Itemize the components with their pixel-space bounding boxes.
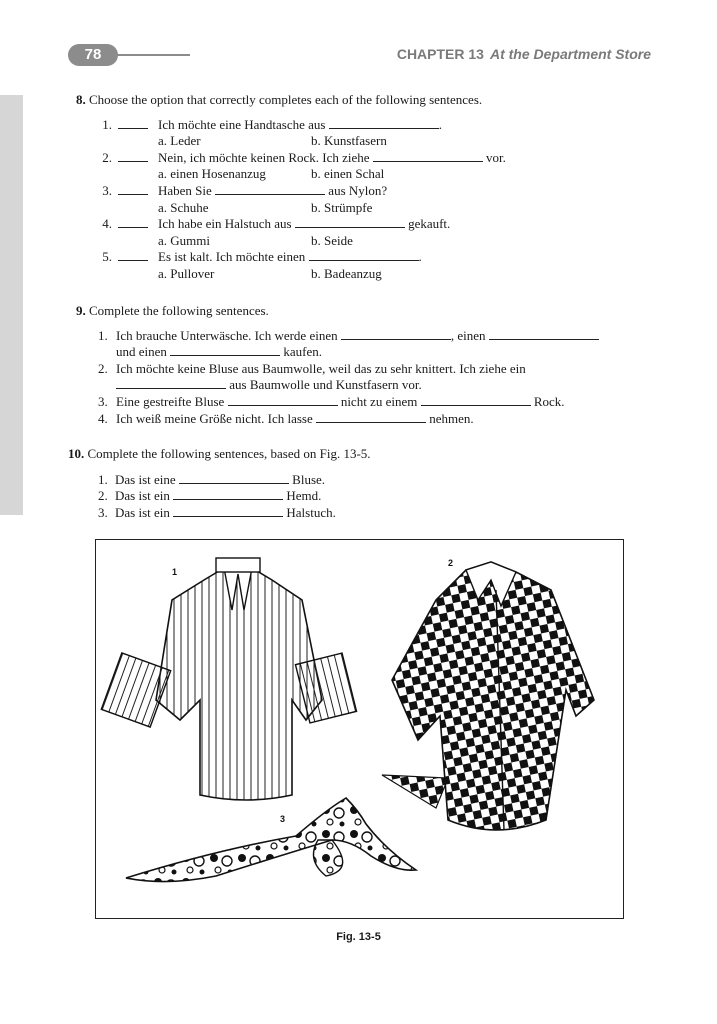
item-text: Ich brauche Unterwäsche. Ich werde einen	[116, 327, 338, 343]
item-number: 3.	[98, 504, 108, 520]
item-number: 4.	[98, 410, 108, 426]
running-head	[397, 46, 651, 62]
item-text-end: .	[418, 249, 422, 265]
fill-blank[interactable]	[373, 150, 483, 162]
item-text: Eine gestreifte Bluse	[116, 393, 225, 409]
item-number: 5.	[102, 249, 112, 265]
item-text: nehmen.	[429, 410, 474, 426]
item-text: Ich weiß meine Größe nicht. Ich lasse	[116, 410, 313, 426]
list-item	[94, 249, 654, 266]
list-item-continued	[76, 344, 636, 361]
item-text: Nein, ich möchte keinen Rock. Ich ziehe	[158, 149, 370, 165]
exercise-8-items	[94, 117, 654, 283]
item-text: Ich habe ein Halstuch aus	[158, 216, 292, 232]
answer-blank[interactable]	[118, 161, 148, 162]
option-b: b. einen Schal	[311, 166, 385, 182]
list-item	[94, 150, 654, 167]
page-header	[0, 0, 717, 70]
page-number-badge: 78	[68, 44, 118, 66]
chapter-title: At the Department Store	[489, 46, 651, 62]
item-number: 3.	[102, 182, 112, 198]
exercise-10-items	[68, 472, 628, 522]
list-item	[76, 411, 636, 428]
list-item	[94, 216, 654, 233]
figure-13-5	[95, 539, 624, 919]
item-text: Es ist kalt. Ich möchte einen	[158, 249, 306, 265]
exercise-number: 9.	[76, 303, 86, 318]
exercise-number: 10.	[68, 446, 85, 461]
figure-label-3: 3	[280, 814, 286, 824]
item-text: kaufen.	[283, 344, 323, 360]
dotted-scarf-illustration	[126, 798, 416, 882]
item-text-end: gekauft.	[408, 216, 451, 232]
list-item	[68, 472, 628, 489]
option-row	[94, 166, 654, 183]
option-b: b. Kunstfasern	[311, 133, 387, 149]
figure-label-1: 1	[172, 567, 178, 577]
option-a: a. Gummi	[158, 232, 210, 248]
answer-blank[interactable]	[118, 128, 148, 129]
option-row	[94, 266, 654, 283]
list-item-continued	[76, 377, 636, 394]
fill-blank[interactable]	[309, 249, 419, 261]
exercise-10-instruction	[68, 446, 628, 463]
exercise-number: 8.	[76, 92, 86, 107]
item-text: , einen	[450, 327, 486, 343]
fill-blank[interactable]	[215, 183, 325, 195]
option-a: a. Leder	[158, 133, 201, 149]
fill-blank[interactable]	[170, 344, 280, 356]
option-b: b. Strümpfe	[311, 199, 373, 215]
striped-blouse-illustration	[101, 558, 356, 800]
item-text: Bluse.	[292, 471, 326, 487]
fill-blank[interactable]	[489, 328, 599, 340]
item-text: Ich möchte eine Handtasche aus	[158, 116, 326, 132]
item-text: aus Baumwolle und Kunstfasern vor.	[229, 377, 422, 393]
exercise-8-instruction	[76, 92, 636, 109]
item-number: 1.	[102, 116, 112, 132]
option-b: b. Badeanzug	[311, 265, 382, 281]
list-item	[68, 505, 628, 522]
option-row	[94, 200, 654, 217]
fill-blank[interactable]	[179, 472, 289, 484]
exercise-9-items	[76, 328, 636, 428]
item-text: Ich möchte keine Bluse aus Baumwolle, weil das zu sehr knittert. Ich ziehe ein	[116, 360, 526, 376]
list-item	[76, 361, 636, 378]
list-item	[68, 488, 628, 505]
item-text: Hemd.	[286, 488, 322, 504]
item-text: nicht zu einem	[340, 393, 418, 409]
list-item	[76, 328, 636, 345]
exercise-10	[68, 446, 628, 521]
item-text: Halstuch.	[286, 504, 336, 520]
item-number: 2.	[98, 488, 108, 504]
figure-caption: Fig. 13-5	[336, 931, 381, 943]
item-number: 1.	[98, 327, 108, 343]
option-a: a. Schuhe	[158, 199, 209, 215]
answer-blank[interactable]	[118, 260, 148, 261]
header-rule	[116, 54, 190, 56]
item-number: 2.	[98, 360, 108, 376]
fill-blank[interactable]	[173, 505, 283, 517]
fill-blank[interactable]	[329, 117, 439, 129]
option-row	[94, 233, 654, 250]
exercise-9-instruction	[76, 303, 636, 320]
item-text-end: vor.	[486, 149, 506, 165]
instruction-text: Complete the following sentences, based on Fig. 13-5.	[87, 446, 371, 461]
item-text: Das ist ein	[115, 504, 170, 520]
item-text-end: aus Nylon?	[328, 182, 388, 198]
list-item	[94, 117, 654, 134]
option-row	[94, 133, 654, 150]
instruction-text: Complete the following sentences.	[89, 303, 269, 318]
fill-blank[interactable]	[228, 394, 338, 406]
clothing-illustration	[96, 540, 623, 918]
fill-blank[interactable]	[116, 377, 226, 389]
list-item	[76, 394, 636, 411]
item-number: 2.	[102, 149, 112, 165]
fill-blank[interactable]	[421, 394, 531, 406]
answer-blank[interactable]	[118, 194, 148, 195]
fill-blank[interactable]	[295, 216, 405, 228]
item-text-end: .	[438, 116, 442, 132]
answer-blank[interactable]	[118, 227, 148, 228]
item-text: Das ist ein	[115, 488, 170, 504]
option-b: b. Seide	[311, 232, 353, 248]
item-text: Haben Sie	[158, 182, 212, 198]
instruction-text: Choose the option that correctly completes each of the following sentences.	[89, 92, 483, 107]
option-a: a. Pullover	[158, 265, 215, 281]
item-text: Das ist eine	[115, 471, 176, 487]
item-text: und einen	[116, 344, 167, 360]
exercise-8	[76, 92, 636, 283]
figure-label-2: 2	[448, 558, 454, 568]
item-number: 4.	[102, 216, 112, 232]
checked-shirt-illustration	[382, 562, 594, 830]
chapter-label: CHAPTER 13	[396, 46, 484, 62]
item-number: 3.	[98, 393, 108, 409]
option-a: a. einen Hosenanzug	[158, 166, 266, 182]
side-thumb-tab	[0, 95, 23, 515]
exercise-9	[76, 303, 636, 427]
fill-blank[interactable]	[341, 328, 451, 340]
item-text: Rock.	[533, 393, 565, 409]
fill-blank[interactable]	[316, 411, 426, 423]
fill-blank[interactable]	[173, 488, 283, 500]
list-item	[94, 183, 654, 200]
item-number: 1.	[98, 471, 108, 487]
